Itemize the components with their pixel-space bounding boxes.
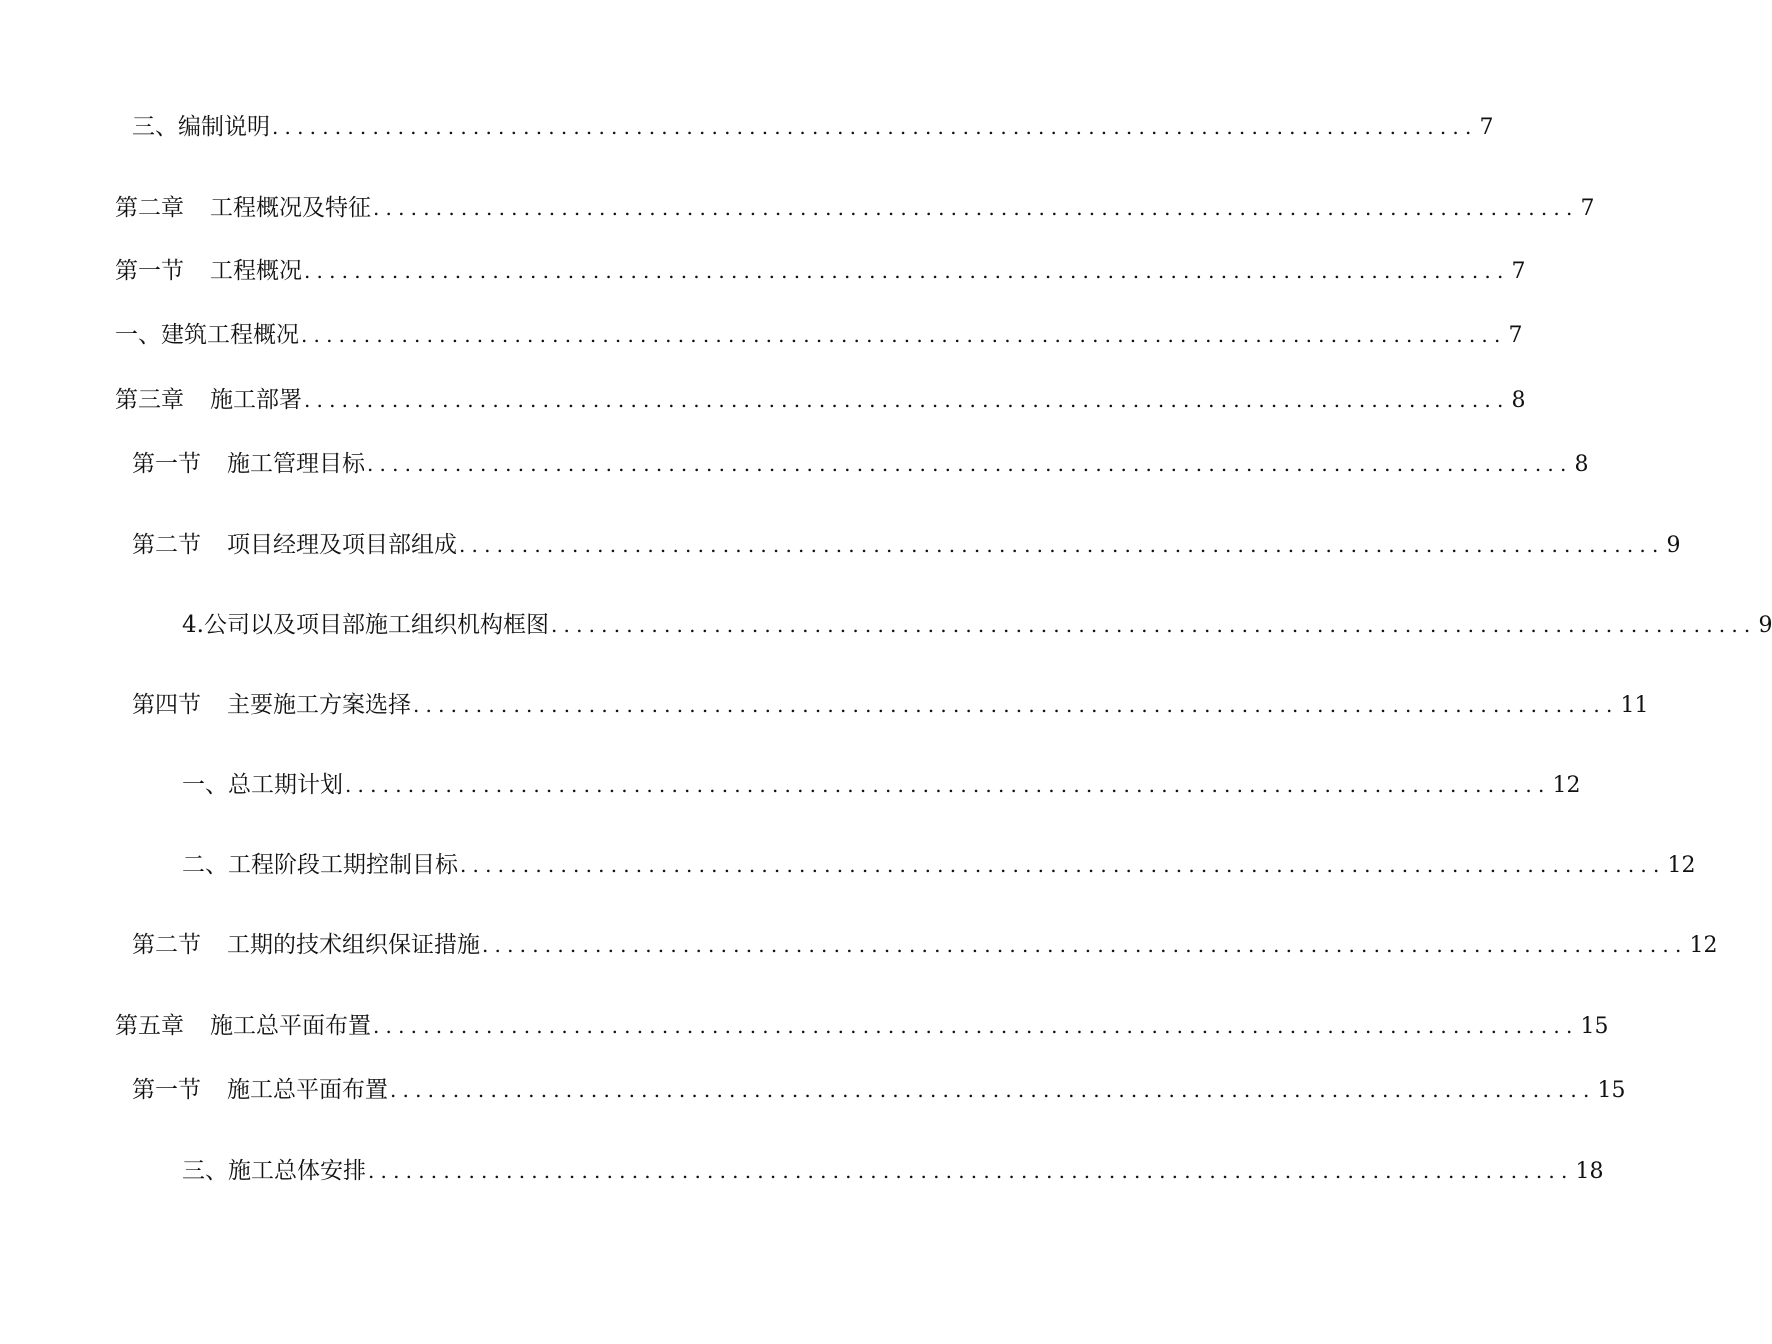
toc-entry-title: 第二节 工期的技术组织保证措施 xyxy=(132,932,480,958)
toc-dot-leader: ................................................................................................ xyxy=(304,388,1510,412)
toc-page-number: 12 xyxy=(1689,933,1718,958)
toc-page-number: 7 xyxy=(1511,259,1526,284)
toc-entry xyxy=(115,255,1526,287)
toc-entry-title: 三、编制说明 xyxy=(132,114,270,140)
toc-dot-leader: ................................................................................................ xyxy=(459,533,1665,557)
toc-page-number: 9 xyxy=(1758,613,1772,638)
toc-dot-leader: ................................................................................................ xyxy=(373,1014,1579,1038)
toc-page-number: 7 xyxy=(1508,323,1523,348)
toc-page-number: 7 xyxy=(1479,115,1494,140)
toc-page-number: 7 xyxy=(1580,196,1595,221)
toc-dot-leader: ................................................................................................ xyxy=(272,115,1478,139)
toc-page-number: 12 xyxy=(1552,773,1581,798)
toc-dot-leader: ................................................................................................ xyxy=(367,452,1573,476)
toc-entry-title: 第一节 施工管理目标 xyxy=(132,451,365,477)
toc-entry xyxy=(132,111,1494,143)
toc-page-number: 12 xyxy=(1667,853,1696,878)
toc-entry-title: 第一节 工程概况 xyxy=(115,258,302,284)
toc-entry xyxy=(132,529,1681,561)
toc-dot-leader: ................................................................................................ xyxy=(460,853,1666,877)
toc-dot-leader: ................................................................................................ xyxy=(368,1159,1574,1183)
toc-entry xyxy=(115,384,1526,416)
toc-entry-title: 4.公司以及项目部施工组织机构框图 xyxy=(182,612,549,638)
toc-page-number: 15 xyxy=(1580,1014,1609,1039)
toc-entry xyxy=(132,689,1649,721)
toc-dot-leader: ................................................................................................ xyxy=(390,1078,1596,1102)
toc-page-number: 8 xyxy=(1574,452,1589,477)
toc-entry xyxy=(115,192,1595,224)
toc-entry-title: 一、总工期计划 xyxy=(182,772,343,798)
toc-dot-leader: ................................................................................................ xyxy=(482,933,1688,957)
toc-page-number: 8 xyxy=(1511,388,1526,413)
toc-dot-leader: ................................................................................................ xyxy=(301,323,1507,347)
toc-page-number: 9 xyxy=(1666,533,1681,558)
toc-entry-title: 第五章 施工总平面布置 xyxy=(115,1013,371,1039)
toc-page-number: 15 xyxy=(1597,1078,1626,1103)
toc-entry xyxy=(132,929,1718,961)
toc-dot-leader: ................................................................................................ xyxy=(304,259,1510,283)
toc-entry xyxy=(182,769,1581,801)
toc-entry xyxy=(132,1074,1626,1106)
toc-entry-title: 第三章 施工部署 xyxy=(115,387,302,413)
toc-entry-title: 第二章 工程概况及特征 xyxy=(115,195,371,221)
toc-entry xyxy=(182,1155,1604,1187)
toc-entry xyxy=(115,1010,1609,1042)
toc-entry xyxy=(182,609,1772,641)
toc-entry-title: 一、建筑工程概况 xyxy=(115,322,299,348)
toc-entry xyxy=(182,849,1696,881)
toc-dot-leader: ................................................................................................ xyxy=(345,773,1551,797)
toc-entry xyxy=(132,448,1589,480)
toc-page-number: 11 xyxy=(1620,693,1649,718)
toc-entry-title: 第二节 项目经理及项目部组成 xyxy=(132,532,457,558)
toc-entry-title: 三、施工总体安排 xyxy=(182,1158,366,1184)
toc-dot-leader: ................................................................................................ xyxy=(550,613,1757,637)
toc-entry xyxy=(115,319,1523,351)
toc-entry-title: 二、工程阶段工期控制目标 xyxy=(182,852,458,878)
toc-dot-leader: ................................................................................................ xyxy=(373,196,1579,220)
toc-entry-title: 第四节 主要施工方案选择 xyxy=(132,692,411,718)
toc-entry-title: 第一节 施工总平面布置 xyxy=(132,1077,388,1103)
toc-dot-leader: ................................................................................................ xyxy=(413,693,1619,717)
toc-page-number: 18 xyxy=(1575,1159,1604,1184)
